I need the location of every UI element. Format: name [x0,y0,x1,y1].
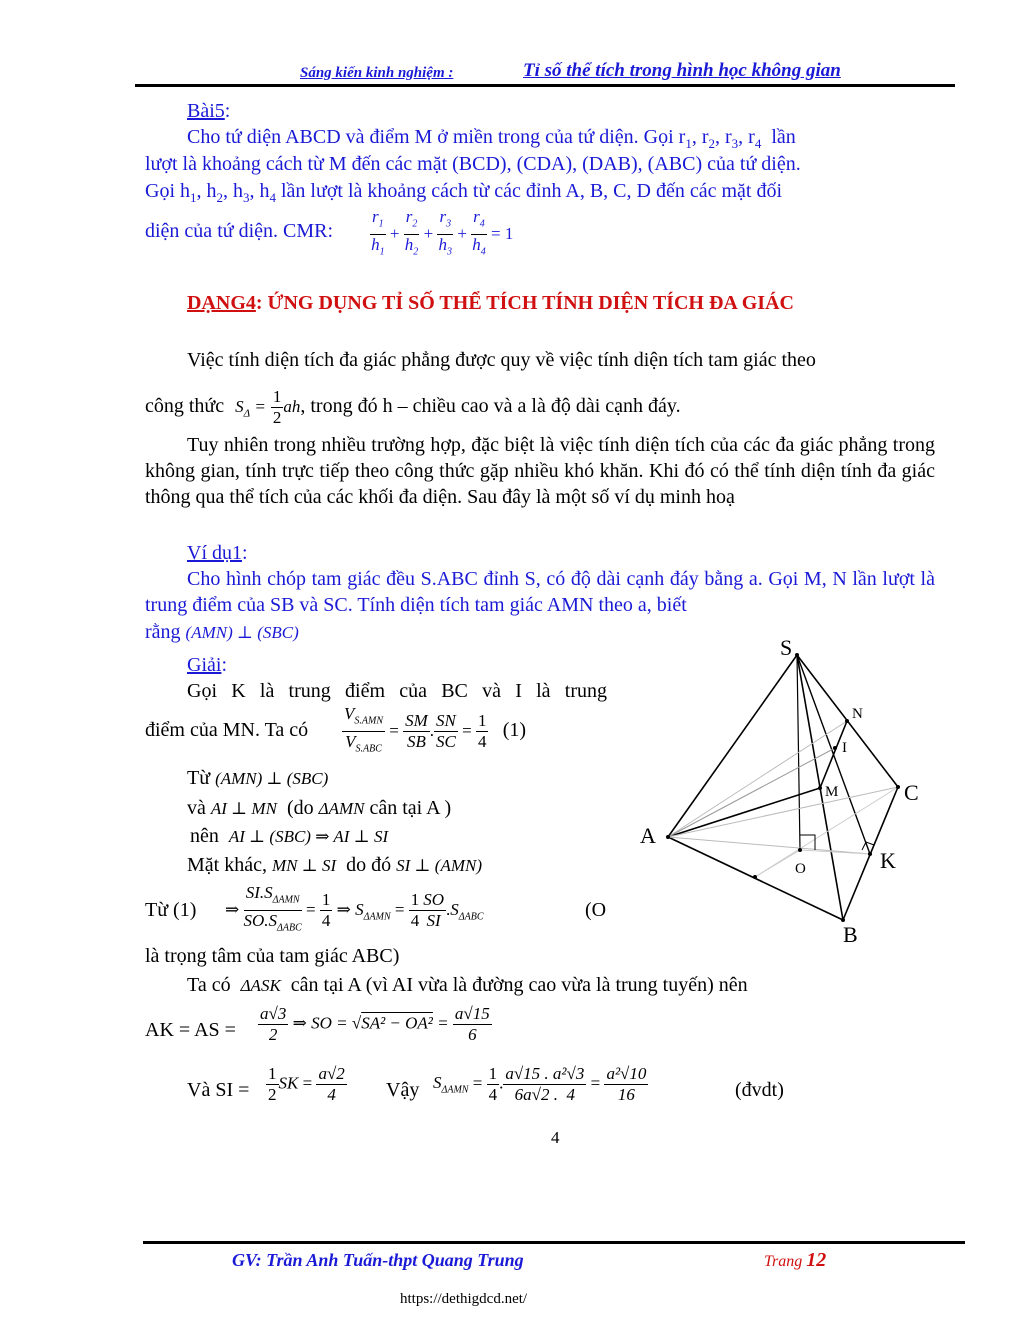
label-a: A [640,823,656,848]
label-b: B [843,922,858,947]
vidu1-text-end: rằng (AMN) ⊥ (SBC) [145,621,299,643]
edge-bo [755,850,800,877]
bai5-heading: Bài5: [187,100,231,122]
giai-l10-formula: $\frac{a√3}{2}$ ⇒ SO = √SA² − OA² = $\frac{a√15}{6}$ [260,1004,490,1044]
giai-l6: Mặt khác, MN ⊥ SI do đó SI ⊥ (AMN) [187,854,482,876]
point-mid-ab [753,875,757,879]
giai-l7-end: (O [585,899,607,921]
point-m [818,786,822,790]
edge-am [668,788,820,837]
pyramid-figure [630,630,930,950]
edge-ai [668,748,835,837]
header-right: Tỉ số thể tích trong hình học không gian [523,60,841,81]
footer-url[interactable]: https://dethigdcd.net/ [400,1291,528,1307]
giai-l11: Và SI = [187,1079,250,1101]
vidu1-heading: Ví dụ1: [187,542,248,564]
giai-l9: Ta có ΔASK cân tại A (vì AI vừa là đường cao vừa là trung tuyến) nên [187,974,748,996]
giai-l8: là trọng tâm của tam giác ABC) [145,945,400,967]
intro-p1: Việc tính diện tích đa giác phẳng được quy về việc tính diện tích tam giác theo [187,349,816,371]
giai-l11-formula-si: $\frac{1}{2}$ SK = $\frac{a√2}{4}$ [268,1064,345,1104]
bai5-line1: Cho tứ diện ABCD và điểm M ở miền trong của tứ diện. Gọi $r_1$, $r_2$, $r_3$, $r_4$ lần [187,126,796,151]
giai-l11-formula-area: $S_{\Delta AMN}$ = $\frac{1}{4}$ . $\frac{\text{a√15 . a²√3}}{6a√2 . 4}$ = $\frac{\text{a²√10}}{16}$ [433,1064,647,1104]
label-s: S [780,635,793,660]
edge-ac [668,787,898,837]
point-a [666,835,670,839]
giai-l11-unit: (đvdt) [735,1079,784,1101]
bai5-line2: lượt là khoảng cách từ M đến các mặt (BCD), (CDA), (DAB), (ABC) của tứ diện. [145,153,801,175]
intro-p2: công thức $S_\Delta$ = $\frac{1}{2}$ ah, trong đó h – chiều cao và a là độ dài cạnh đáy. [145,387,681,427]
header-left: Sáng kiến kinh nghiệm : [300,65,454,81]
section-title: DẠNG4: ỨNG DỤNG TỈ SỐ THỂ TÍCH TÍNH DIỆN TÍCH ĐA GIÁC [187,292,794,314]
giai-l2-formula: $\frac{V_{S.AMN}}{V_{S.ABC}}$ = $\frac{SM}{SB}$ . $\frac{SN}{SC}$ = $\frac{1}{4}$ (1) [344,704,527,755]
giai-l7: Từ (1) [145,899,197,921]
point-s [795,653,799,657]
giai-l4: và AI ⊥ MN (do ΔAMN cân tại A ) [187,797,452,819]
point-i [833,746,837,750]
bai5-formula: $\frac{r_1}{h_1}$ + $\frac{r_2}{h_2}$ + $\frac{r_3}{h_3}$ + $\frac{r_4}{h_4}$ = 1 [371,207,514,258]
giai-heading: Giải: [187,654,227,676]
edge-sk [797,655,870,854]
point-n [845,719,849,723]
edge-an [668,721,847,837]
giai-l7-formula: ⇒ $\frac{SI.S_{\Delta AMN}}{SO.S_{\Delta ABC}}$ = $\frac{1}{4}$ ⇒ $S_{\Delta AMN}$ = $\frac{1}{4}$ $\frac{SO}{SI}$ $.S_{\Delta ABC}$ [225,883,484,934]
footer-page: Trang 12 [764,1249,827,1271]
giai-l1: Gọi K là trung điểm của BC và I là trung [187,680,607,702]
giai-l11-den4: 4 [551,1128,560,1147]
giai-l2: điểm của MN. Ta có [145,719,309,741]
point-o [798,848,802,852]
label-o: O [795,861,806,877]
point-c [896,785,900,789]
footer-author: GV: Trần Anh Tuấn-thpt Quang Trung [232,1250,524,1270]
header-rule [135,84,955,87]
bai5-line3: Gọi $h_1$, $h_2$, $h_3$, $h_4$ lần lượt là khoảng cách từ các đỉnh A, B, C, D đến các mặt đối [145,180,783,205]
intro-p3: Tuy nhiên trong nhiều trường hợp, đặc biệt là việc tính diện tích của các đa giác phẳng trong không gian, tính trực tiếp theo công thức gặp nhiều khó khăn. Khi đó có thể tính diện tính đa giác thông qua thể tích của các khối đa diện. Sau đây là một số ví dụ minh hoạ [145,434,935,508]
label-k: K [880,848,896,873]
giai-l11-vay: Vậy [386,1079,420,1101]
label-n: N [852,706,863,722]
edge-bm [755,787,898,877]
bai5-line4: diện của tứ diện. CMR: [145,220,334,242]
vidu1-text: Cho hình chóp tam giác đều S.ABC đỉnh S, có độ dài cạnh đáy bằng a. Gọi M, N lần lượt là trung điểm của SB và SC. Tính diện tích tam giác AMN theo a, biết [145,568,935,616]
giai-l5: nên AI ⊥ (SBC) ⇒ AI ⊥ SI [190,825,389,847]
label-i: I [842,740,847,756]
point-k [868,852,872,856]
giai-l3: Từ (AMN) ⊥ (SBC) [187,767,329,789]
label-m: M [825,784,839,800]
giai-l10: AK = AS = [145,1019,236,1041]
label-c: C [904,780,919,805]
footer-rule [143,1241,965,1244]
edge-sa [668,655,797,837]
